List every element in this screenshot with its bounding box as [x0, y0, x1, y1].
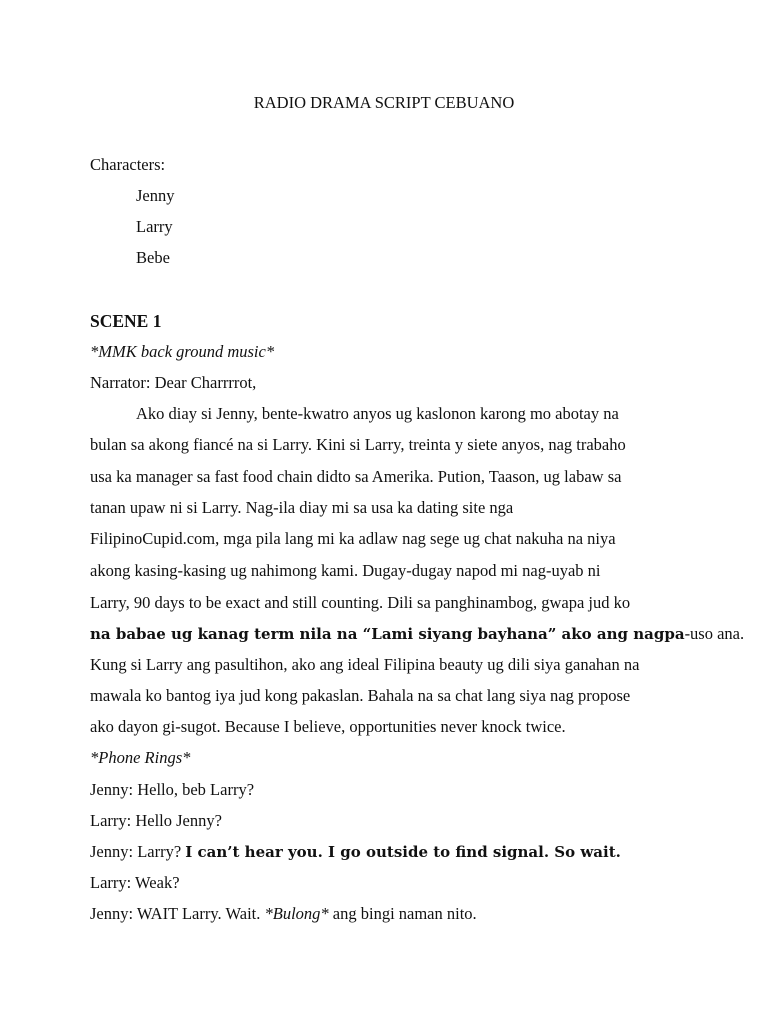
narration-bold-text: na babae ug kanag term nila na “Lami siyang bayhana” ako ang nagpa — [90, 625, 685, 643]
dialogue-speaker-text: Jenny: Larry? — [90, 842, 186, 861]
document-title: RADIO DRAMA SCRIPT CEBUANO — [253, 93, 515, 112]
dialogue-text: ang bingi naman nito. — [328, 904, 477, 923]
narrator-line: Narrator: Dear Charrrrot, — [90, 373, 257, 392]
music-cue: *MMK back ground music* — [90, 342, 275, 361]
character-jenny: Jenny — [136, 186, 175, 205]
phone-cue: *Phone Rings* — [90, 748, 191, 767]
scene-heading: SCENE 1 — [90, 311, 162, 331]
narration-line: ako dayon gi-sugot. Because I believe, opportunities never knock twice. — [90, 717, 566, 736]
characters-label: Characters: — [90, 155, 166, 174]
dialogue-cue-text: *Bulong* — [264, 904, 329, 923]
narration-text: -uso ana. — [684, 624, 745, 643]
narration-line: tanan upaw ni si Larry. Nag-ila diay mi sa usa ka dating site nga — [90, 498, 514, 517]
narration-line: akong kasing-kasing ug nahimong kami. Dugay-dugay napod mi nag-uyab ni — [90, 561, 601, 580]
narration-line: Ako diay si Jenny, bente-kwatro anyos ug kaslonon karong mo abotay na — [136, 404, 619, 423]
narration-line: usa ka manager sa fast food chain didto sa Amerika. Pution, Taason, ug labaw sa — [90, 467, 622, 486]
character-bebe: Bebe — [136, 248, 170, 267]
character-larry: Larry — [136, 217, 173, 236]
dialogue-line — [90, 904, 477, 924]
narration-line: Kung si Larry ang pasultihon, ako ang ideal Filipina beauty ug dili siya ganahan na — [90, 655, 640, 674]
narration-line: Larry, 90 days to be exact and still counting. Dili sa panghinambog, gwapa jud ko — [90, 593, 631, 612]
dialogue-line: Larry: Weak? — [90, 873, 180, 892]
dialogue-speaker-text: Jenny: WAIT Larry. Wait. — [90, 904, 265, 923]
dialogue-bold-text: I can’t hear you. I go outside to find signal. So wait. — [185, 843, 621, 861]
dialogue-line — [90, 842, 621, 862]
narration-line: bulan sa akong fiancé na si Larry. Kini si Larry, treinta y siete anyos, nag trabaho — [90, 435, 626, 454]
dialogue-line: Jenny: Hello, beb Larry? — [90, 780, 255, 799]
narration-line — [90, 624, 744, 644]
narration-line: FilipinoCupid.com, mga pila lang mi ka adlaw nag sege ug chat nakuha na niya — [90, 529, 616, 548]
dialogue-line: Larry: Hello Jenny? — [90, 811, 222, 830]
narration-line: mawala ko bantog iya jud kong pakaslan. Bahala na sa chat lang siya nag propose — [90, 686, 631, 705]
